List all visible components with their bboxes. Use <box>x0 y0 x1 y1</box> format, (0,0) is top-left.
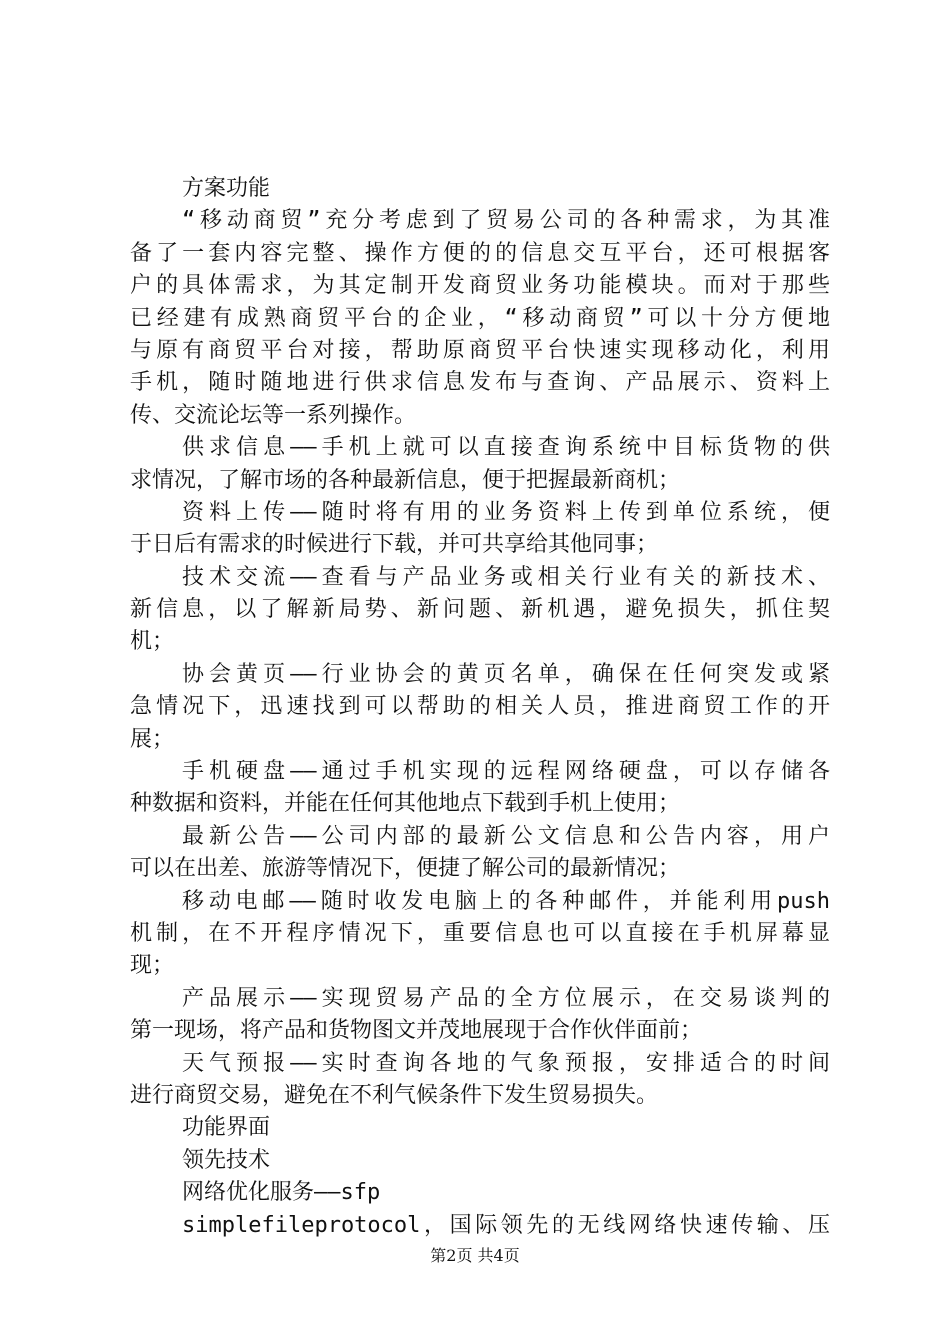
text-line: 资料上传——随时将有用的业务资料上传到单位系统，便 <box>182 499 830 525</box>
page-footer: 第2页 共4页 <box>430 1246 520 1265</box>
text-line: 于日后有需求的时候进行下载，并可共享给其他同事； <box>130 532 659 558</box>
text-line: 产品展示——实现贸易产品的全方位展示，在交易谈判的 <box>182 985 830 1011</box>
text-line: 备了一套内容完整、操作方便的的信息交互平台，还可根据客 <box>130 240 830 266</box>
text-line: simplefileprotocol，国际领先的无线网络快速传输、压 <box>182 1212 830 1238</box>
text-line: 机制，在不开程序情况下，重要信息也可以直接在手机屏幕显 <box>130 920 830 946</box>
text-line: 与原有商贸平台对接，帮助原商贸平台快速实现移动化，利用 <box>130 337 830 363</box>
text-line: 功能界面 <box>182 1115 271 1141</box>
text-line: 新信息，以了解新局势、新问题、新机遇，避免损失，抓住契 <box>130 597 830 623</box>
text-line: 求情况，了解市场的各种最新信息，便于把握最新商机； <box>130 467 681 493</box>
text-line: 机； <box>130 629 175 655</box>
text-line: “移动商贸”充分考虑到了贸易公司的各种需求，为其准 <box>182 208 830 234</box>
text-line: 种数据和资料，并能在任何其他地点下载到手机上使用； <box>130 791 681 817</box>
text-line: 可以在出差、旅游等情况下，便捷了解公司的最新情况； <box>130 856 681 882</box>
text-line: 手机硬盘——通过手机实现的远程网络硬盘，可以存储各 <box>182 759 830 785</box>
text-line: 展； <box>130 726 175 752</box>
text-line: 进行商贸交易，避免在不利气候条件下发生贸易损失。 <box>130 1082 659 1108</box>
text-line: 手机，随时随地进行供求信息发布与查询、产品展示、资料上 <box>130 370 830 396</box>
text-line: 领先技术 <box>182 1147 271 1173</box>
text-line: 现； <box>130 953 175 979</box>
text-line: 急情况下，迅速找到可以帮助的相关人员，推进商贸工作的开 <box>130 694 830 720</box>
text-line: 户的具体需求，为其定制开发商贸业务功能模块。而对于那些 <box>130 273 830 299</box>
text-line: 天气预报——实时查询各地的气象预报，安排适合的时间 <box>182 1050 830 1076</box>
text-line: 移动电邮——随时收发电脑上的各种邮件，并能利用push <box>182 888 830 914</box>
text-line: 协会黄页——行业协会的黄页名单，确保在任何突发或紧 <box>182 661 830 687</box>
text-line: 技术交流——查看与产品业务或相关行业有关的新技术、 <box>182 564 830 590</box>
text-line: 网络优化服务——sfp <box>182 1180 381 1206</box>
text-line: 方案功能 <box>182 176 271 201</box>
text-line: 第一现场，将产品和货物图文并茂地展现于合作伙伴面前； <box>130 1018 703 1044</box>
text-line: 传、交流论坛等一系列操作。 <box>130 402 417 428</box>
text-line: 供求信息——手机上就可以直接查询系统中目标货物的供 <box>182 435 830 461</box>
text-line: 已经建有成熟商贸平台的企业，“移动商贸”可以十分方便地 <box>130 305 830 331</box>
document-body <box>130 173 830 1242</box>
text-line: 最新公告——公司内部的最新公文信息和公告内容，用户 <box>182 823 830 849</box>
